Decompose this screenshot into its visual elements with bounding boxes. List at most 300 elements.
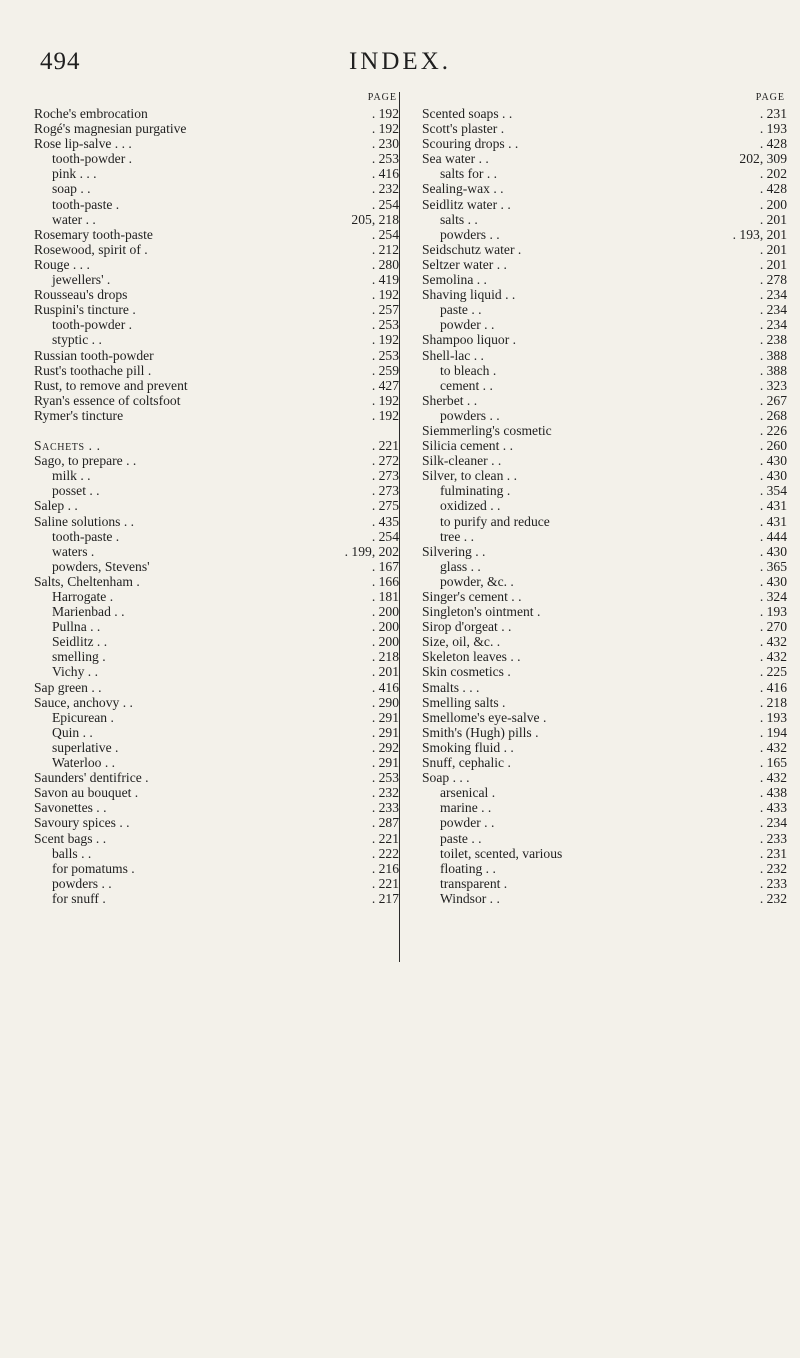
index-entry	[34, 453, 399, 468]
index-entry	[34, 197, 399, 212]
index-entry	[34, 227, 399, 242]
index-entry	[34, 800, 399, 815]
index-entry	[422, 831, 787, 846]
entry-term: powders . .	[52, 875, 112, 891]
entry-term: Snuff, cephalic .	[422, 755, 511, 771]
entry-term: styptic . .	[52, 332, 102, 348]
entry-page-ref: . 233	[759, 830, 787, 846]
entry-page-ref: . 233	[371, 800, 399, 816]
index-entry	[422, 498, 787, 513]
index-entry	[34, 815, 399, 830]
index-entry	[34, 121, 399, 136]
entry-term: powders . .	[440, 407, 500, 423]
entry-page-ref: . 232	[371, 785, 399, 801]
entry-list	[34, 106, 399, 906]
entry-term: Waterloo . .	[52, 755, 116, 771]
entry-page-ref: . 216	[371, 860, 399, 876]
entry-page-ref: . 192	[371, 392, 399, 408]
entry-term: salts for . .	[440, 166, 498, 182]
entry-term: toilet, scented, various	[440, 845, 563, 861]
entry-term: Rymer's tincture	[34, 407, 124, 423]
index-entry	[422, 287, 787, 302]
index-entry	[422, 514, 787, 529]
index-entry	[422, 680, 787, 695]
entry-term: smelling .	[52, 649, 106, 665]
entry-page-ref: . 254	[371, 196, 399, 212]
entry-page-ref: . 292	[371, 739, 399, 755]
entry-term: paste . .	[440, 302, 482, 318]
entry-page-ref: . 253	[371, 770, 399, 786]
index-entry	[422, 483, 787, 498]
index-entry	[422, 619, 787, 634]
entry-term: for snuff .	[52, 890, 106, 906]
entry-term: Vichy . .	[52, 664, 98, 680]
entry-term: fulminating .	[440, 483, 511, 499]
entry-term: tree . .	[440, 528, 474, 544]
entry-term: Seidschutz water .	[422, 241, 522, 257]
entry-list	[422, 106, 787, 906]
page-title: INDEX.	[348, 48, 451, 75]
index-entry	[422, 317, 787, 332]
entry-page-ref: . 231	[759, 845, 787, 861]
index-entry	[34, 725, 399, 740]
index-entry	[422, 272, 787, 287]
index-entry	[34, 695, 399, 710]
entry-page-ref: . 432	[759, 770, 787, 786]
entry-term: Rose lip-salve . . .	[34, 136, 132, 152]
entry-page-ref: . 365	[759, 558, 787, 574]
page-header	[0, 48, 800, 78]
left-column	[34, 92, 399, 906]
entry-term: Marienbad . .	[52, 604, 125, 620]
index-entry	[34, 151, 399, 166]
entry-term: Salts, Cheltenham .	[34, 573, 140, 589]
entry-term: arsenical .	[440, 785, 496, 801]
entry-page-ref: . 192	[371, 121, 399, 137]
entry-term: Skeleton leaves . .	[422, 649, 521, 665]
entry-page-ref: . 432	[759, 649, 787, 665]
entry-term: pink . . .	[52, 166, 97, 182]
entry-page-ref: . 291	[371, 709, 399, 725]
entry-term: Siemmerling's cosmetic	[422, 422, 552, 438]
page-number: 494	[40, 48, 81, 75]
entry-page-ref: 202, 309	[739, 151, 787, 167]
index-entry	[422, 785, 787, 800]
entry-page-ref: . 268	[759, 407, 787, 423]
entry-term: Smelling salts .	[422, 694, 506, 710]
index-entry	[34, 634, 399, 649]
entry-term: Salep . .	[34, 498, 78, 514]
entry-term: paste . .	[440, 830, 482, 846]
entry-page-ref: . 226	[759, 422, 787, 438]
index-entry	[422, 121, 787, 136]
entry-page-ref: . 270	[759, 619, 787, 635]
entry-term: for pomatums .	[52, 860, 135, 876]
entry-page-ref: . 192	[371, 407, 399, 423]
entry-term: Russian tooth-powder	[34, 347, 154, 363]
entry-page-ref: . 259	[371, 362, 399, 378]
index-entry	[422, 695, 787, 710]
entry-page-ref: . 200	[371, 619, 399, 635]
entry-term: to bleach .	[440, 362, 497, 378]
entry-page-ref: . 291	[371, 755, 399, 771]
index-entry	[422, 332, 787, 347]
index-entry	[34, 257, 399, 272]
entry-term: Shell-lac . .	[422, 347, 484, 363]
entry-term: Sealing-wax . .	[422, 181, 504, 197]
index-entry	[422, 242, 787, 257]
index-entry	[34, 393, 399, 408]
entry-page-ref: . 287	[371, 815, 399, 831]
entry-page-ref: . 257	[371, 302, 399, 318]
index-entry	[34, 438, 399, 453]
index-entry	[422, 423, 787, 438]
index-entry	[34, 408, 399, 423]
index-entry	[422, 438, 787, 453]
entry-page-ref: . 291	[371, 724, 399, 740]
entry-page-ref: . 193, 201	[732, 226, 787, 242]
entry-page-ref: . 200	[371, 604, 399, 620]
entry-term: Saline solutions . .	[34, 513, 135, 529]
entry-term: Scent bags . .	[34, 830, 107, 846]
entry-page-ref: . 416	[759, 679, 787, 695]
index-entry	[34, 332, 399, 347]
index-entry	[34, 468, 399, 483]
entry-page-ref: . 222	[371, 845, 399, 861]
index-entry	[422, 393, 787, 408]
index-entry	[422, 846, 787, 861]
index-entry	[34, 498, 399, 513]
entry-page-ref: . 225	[759, 664, 787, 680]
entry-page-ref: . 323	[759, 377, 787, 393]
entry-term: floating . .	[440, 860, 496, 876]
entry-page-ref: . 416	[371, 679, 399, 695]
entry-term: Sea water . .	[422, 151, 489, 167]
entry-term: Rust, to remove and prevent	[34, 377, 188, 393]
entry-term: to purify and reduce	[440, 513, 550, 529]
index-entry	[34, 755, 399, 770]
entry-page-ref: . 419	[371, 272, 399, 288]
index-entry	[422, 151, 787, 166]
index-entry	[34, 181, 399, 196]
entry-page-ref: . 230	[371, 136, 399, 152]
entry-page-ref: . 202	[759, 166, 787, 182]
index-entry	[34, 680, 399, 695]
entry-page-ref: . 430	[759, 453, 787, 469]
entry-page-ref: . 212	[371, 241, 399, 257]
entry-page-ref: . 428	[759, 181, 787, 197]
entry-term: Saunders' dentifrice .	[34, 770, 149, 786]
index-entry	[422, 634, 787, 649]
entry-term: milk . .	[52, 468, 91, 484]
index-entry	[422, 106, 787, 121]
index-entry	[422, 363, 787, 378]
entry-page-ref: . 260	[759, 438, 787, 454]
entry-term: tooth-powder .	[52, 317, 133, 333]
entry-term: superlative .	[52, 739, 119, 755]
entry-term: Shampoo liquor .	[422, 332, 517, 348]
entry-page-ref: . 433	[759, 800, 787, 816]
index-entry	[34, 740, 399, 755]
entry-term: Harrogate .	[52, 589, 114, 604]
entry-page-ref: . 388	[759, 347, 787, 363]
index-entry	[422, 861, 787, 876]
index-entry	[422, 378, 787, 393]
index-entry	[422, 755, 787, 770]
index-entry	[34, 785, 399, 800]
entry-term: Silver, to clean . .	[422, 468, 517, 484]
entry-term: Roche's embrocation	[34, 106, 148, 121]
index-entry	[34, 574, 399, 589]
index-entry	[422, 181, 787, 196]
entry-page-ref: . 253	[371, 347, 399, 363]
entry-term: Scott's plaster .	[422, 121, 505, 137]
entry-term: tooth-powder .	[52, 151, 133, 167]
entry-term: powder . .	[440, 815, 495, 831]
entry-term: Sauce, anchovy . .	[34, 694, 133, 710]
entry-term: Singleton's ointment .	[422, 604, 541, 620]
entry-term: Ruspini's tincture .	[34, 302, 136, 318]
entry-page-ref: . 275	[371, 498, 399, 514]
entry-term: powder, &c. .	[440, 573, 514, 589]
entry-page-ref: . 232	[759, 860, 787, 876]
right-column	[422, 92, 787, 906]
entry-page-ref: . 181	[371, 589, 399, 604]
entry-page-ref: . 428	[759, 136, 787, 152]
index-entry	[34, 363, 399, 378]
entry-page-ref: . 254	[371, 226, 399, 242]
entry-page-ref: . 192	[371, 287, 399, 303]
entry-term: Size, oil, &c. .	[422, 634, 501, 650]
index-entry	[422, 559, 787, 574]
index-entry	[34, 649, 399, 664]
entry-page-ref: . 324	[759, 589, 787, 604]
entry-page-ref: . 199, 202	[344, 543, 399, 559]
entry-term: Seidlitz water . .	[422, 196, 511, 212]
index-entry	[422, 574, 787, 589]
index-entry	[34, 876, 399, 891]
entry-term: tooth-paste .	[52, 528, 120, 544]
entry-term: Rousseau's drops	[34, 287, 128, 303]
index-entry	[422, 800, 787, 815]
entry-term: Quin . .	[52, 724, 93, 740]
entry-page-ref: . 253	[371, 151, 399, 167]
entry-term: salts . .	[440, 211, 478, 227]
index-entry	[34, 166, 399, 181]
entry-term: Silk-cleaner . .	[422, 453, 502, 469]
entry-term: Skin cosmetics .	[422, 664, 511, 680]
index-entry	[422, 589, 787, 604]
entry-term: Silicia cement . .	[422, 438, 513, 454]
entry-page-ref: . 234	[759, 317, 787, 333]
entry-page-ref: . 166	[371, 573, 399, 589]
entry-page-ref: . 278	[759, 272, 787, 288]
entry-page-ref: . 200	[759, 196, 787, 212]
index-entry	[34, 272, 399, 287]
entry-page-ref: . 201	[759, 241, 787, 257]
entry-page-ref: . 431	[759, 498, 787, 514]
entry-term: glass . .	[440, 558, 481, 574]
index-entry	[34, 831, 399, 846]
entry-term: Smith's (Hugh) pills .	[422, 724, 539, 740]
index-entry	[422, 348, 787, 363]
entry-term: Sirop d'orgeat . .	[422, 619, 512, 635]
entry-page-ref: . 234	[759, 287, 787, 303]
entry-term: Smalts . . .	[422, 679, 480, 695]
entry-page-ref: . 200	[371, 634, 399, 650]
entry-page-ref: . 232	[371, 181, 399, 197]
index-entry	[34, 378, 399, 393]
index-entry	[422, 529, 787, 544]
index-entry	[422, 453, 787, 468]
index-entry	[422, 740, 787, 755]
index-entry	[422, 227, 787, 242]
entry-page-ref: . 221	[371, 438, 399, 454]
entry-page-ref: . 193	[759, 709, 787, 725]
entry-term: Sap green . .	[34, 679, 102, 695]
entry-page-ref: . 272	[371, 453, 399, 469]
entry-term: waters .	[52, 543, 95, 559]
index-entry	[422, 166, 787, 181]
index-entry	[422, 891, 787, 906]
index-entry	[422, 257, 787, 272]
entry-page-ref: . 431	[759, 513, 787, 529]
entry-page-ref: . 273	[371, 483, 399, 499]
entry-page-ref: . 165	[759, 755, 787, 771]
entry-term: marine . .	[440, 800, 492, 816]
entry-term: Savon au bouquet .	[34, 785, 139, 801]
index-entry	[34, 710, 399, 725]
entry-page-ref: . 201	[371, 664, 399, 680]
entry-term: Shaving liquid . .	[422, 287, 516, 303]
index-entry	[422, 212, 787, 227]
entry-page-ref: . 416	[371, 166, 399, 182]
entry-term: cement . .	[440, 377, 493, 393]
entry-term: Rosemary tooth-paste	[34, 226, 153, 242]
entry-page-ref: . 273	[371, 468, 399, 484]
entry-page-ref: . 234	[759, 815, 787, 831]
entry-page-ref: . 201	[759, 256, 787, 272]
entry-term: Rogé's magnesian purgative	[34, 121, 187, 137]
entry-page-ref: . 432	[759, 739, 787, 755]
entry-page-ref: . 253	[371, 317, 399, 333]
entry-page-ref: . 430	[759, 468, 787, 484]
index-entry	[34, 317, 399, 332]
entry-term: Semolina . .	[422, 272, 487, 288]
index-entry	[34, 287, 399, 302]
entry-term: Seltzer water . .	[422, 256, 507, 272]
entry-term: Smoking fluid . .	[422, 739, 514, 755]
entry-page-ref: . 167	[371, 558, 399, 574]
entry-page-ref: . 427	[371, 377, 399, 393]
entry-page-ref: . 435	[371, 513, 399, 529]
entry-page-ref: . 221	[371, 830, 399, 846]
index-entry	[34, 770, 399, 785]
index-entry	[34, 242, 399, 257]
entry-term: Soap . . .	[422, 770, 470, 786]
index-entry	[34, 664, 399, 679]
index-entry	[34, 212, 399, 227]
entry-term: Savonettes . .	[34, 800, 107, 816]
index-entry	[34, 861, 399, 876]
entry-page-ref: . 231	[759, 106, 787, 121]
index-entry	[422, 770, 787, 785]
entry-term: Singer's cement . .	[422, 589, 522, 604]
entry-term: Silvering . .	[422, 543, 486, 559]
index-entry	[422, 302, 787, 317]
index-entry	[422, 604, 787, 619]
entry-term: Rust's toothache pill .	[34, 362, 152, 378]
entry-term: Pullna . .	[52, 619, 101, 635]
entry-page-ref: . 221	[371, 875, 399, 891]
entry-page-ref: . 430	[759, 543, 787, 559]
index-entry	[34, 589, 399, 604]
entry-page-ref: . 430	[759, 573, 787, 589]
entry-term: posset . .	[52, 483, 100, 499]
entry-term: Windsor . .	[440, 890, 500, 906]
index-entry	[34, 559, 399, 574]
entry-page-ref: . 438	[759, 785, 787, 801]
entry-term: water . .	[52, 211, 96, 227]
column-divider	[399, 92, 400, 962]
index-entry	[422, 876, 787, 891]
entry-page-ref: . 201	[759, 211, 787, 227]
index-entry	[34, 483, 399, 498]
entry-page-ref: . 267	[759, 392, 787, 408]
index-entry	[34, 136, 399, 151]
index-entry	[422, 649, 787, 664]
index-entry	[422, 725, 787, 740]
entry-term: soap . .	[52, 181, 91, 197]
entry-page-ref: . 232	[759, 890, 787, 906]
entry-page-ref: . 432	[759, 634, 787, 650]
entry-term: Rosewood, spirit of .	[34, 241, 148, 257]
column-page-label: PAGE	[755, 92, 785, 103]
index-entry	[422, 544, 787, 559]
index-entry	[34, 619, 399, 634]
index-entry	[34, 348, 399, 363]
entry-term: balls . .	[52, 845, 92, 861]
entry-term: Epicurean .	[52, 709, 114, 725]
entry-term: Scented soaps . .	[422, 106, 513, 121]
entry-term: Sago, to prepare . .	[34, 453, 137, 469]
entry-term: Rouge . . .	[34, 256, 90, 272]
entry-term: oxidized . .	[440, 498, 501, 514]
entry-page-ref: . 444	[759, 528, 787, 544]
entry-term: powder . .	[440, 317, 495, 333]
entry-term: Savoury spices . .	[34, 815, 130, 831]
entry-page-ref: . 254	[371, 528, 399, 544]
entry-page-ref: 205, 218	[351, 211, 399, 227]
entry-page-ref: . 290	[371, 694, 399, 710]
entry-page-ref: . 193	[759, 604, 787, 620]
index-entry	[422, 468, 787, 483]
index-entry	[34, 302, 399, 317]
entry-page-ref: . 234	[759, 302, 787, 318]
entry-term: powders . .	[440, 226, 500, 242]
index-entry	[422, 136, 787, 151]
entry-term: tooth-paste .	[52, 196, 120, 212]
column-page-label: PAGE	[367, 92, 397, 103]
entry-term: Seidlitz . .	[52, 634, 108, 650]
entry-term: Scouring drops . .	[422, 136, 519, 152]
index-entry	[34, 846, 399, 861]
entry-page-ref: . 218	[371, 649, 399, 665]
entry-term: Smellome's eye-salve .	[422, 709, 547, 725]
entry-page-ref: . 193	[759, 121, 787, 137]
index-entry	[34, 604, 399, 619]
entry-page-ref: . 238	[759, 332, 787, 348]
